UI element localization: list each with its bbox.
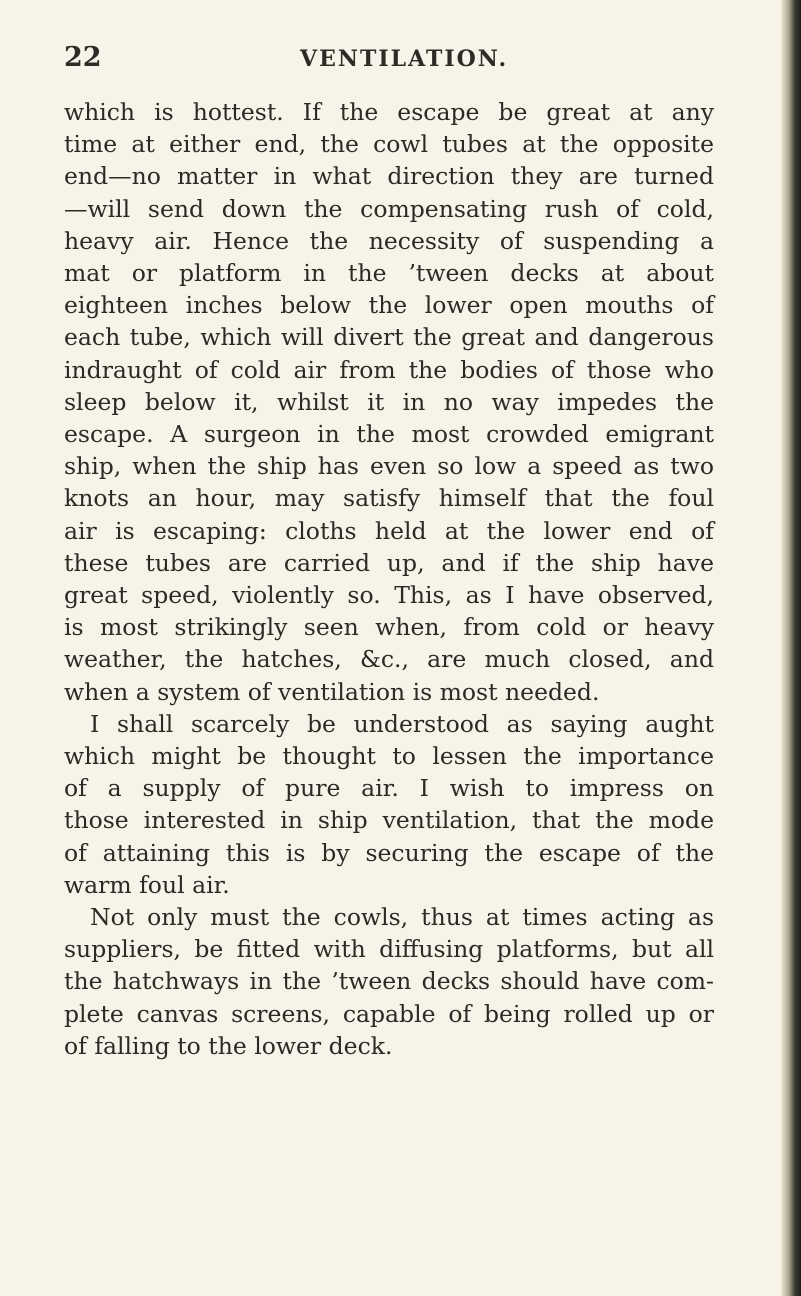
text-line: ship, when the ship has even so low a speed as two — [64, 452, 714, 481]
text-line: which might be thought to lessen the importance — [64, 742, 714, 771]
text-line: these tubes are carried up, and if the ship have — [64, 548, 714, 577]
text-line: —will send down the compensating rush of cold, — [64, 194, 714, 223]
text-line: air is escaping: cloths held at the lower end of — [64, 516, 714, 545]
text-line: heavy air. Hence the necessity of suspending a — [64, 226, 714, 255]
running-head — [64, 42, 714, 82]
text-line: end—no matter in what direction they are turned — [64, 162, 714, 191]
text-line: plete canvas screens, capable of being rolled up or — [64, 999, 714, 1028]
text-line: sleep below it, whilst it in no way impedes the — [64, 387, 714, 416]
text-line: indraught of cold air from the bodies of those who — [64, 355, 714, 384]
text-line: which is hottest. If the escape be great at any — [64, 98, 714, 126]
text-line: of falling to the lower deck. — [64, 1031, 393, 1060]
text-line: great speed, violently so. This, as I have observed, — [64, 581, 714, 610]
body-text — [64, 96, 714, 1062]
text-line: mat or platform in the ’tween decks at about — [64, 259, 714, 288]
text-line: I shall scarcely be understood as saying aught — [90, 709, 714, 738]
text-line: the hatchways in the ’tween decks should have com- — [64, 967, 714, 996]
text-line: is most strikingly seen when, from cold or heavy — [64, 613, 714, 642]
text-line: Not only must the cowls, thus at times acting as — [90, 903, 714, 932]
text-line: of attaining this is by securing the escape of the — [64, 838, 714, 867]
text-line: those interested in ship ventilation, that the mode — [64, 806, 714, 835]
text-line: warm foul air. — [64, 870, 230, 899]
paragraph — [64, 708, 714, 901]
text-line: when a system of ventilation is most needed. — [64, 677, 600, 706]
text-line: time at either end, the cowl tubes at the opposite — [64, 130, 714, 159]
text-line: escape. A surgeon in the most crowded emigrant — [64, 420, 714, 449]
paragraph — [64, 901, 714, 1062]
text-line: of a supply of pure air. I wish to impress on — [64, 774, 714, 803]
text-line: each tube, which will divert the great and dangerous — [64, 323, 714, 352]
running-title: VENTILATION. — [300, 46, 509, 72]
text-line: weather, the hatches, &c., are much closed, and — [64, 645, 714, 674]
text-line: knots an hour, may satisfy himself that the foul — [64, 484, 714, 513]
paragraph — [64, 96, 714, 708]
text-line: suppliers, be fitted with diffusing platforms, but all — [64, 935, 714, 964]
text-line: eighteen inches below the lower open mouths of — [64, 291, 714, 320]
page-number: 22 — [64, 42, 102, 73]
binding-edge — [781, 0, 801, 1296]
